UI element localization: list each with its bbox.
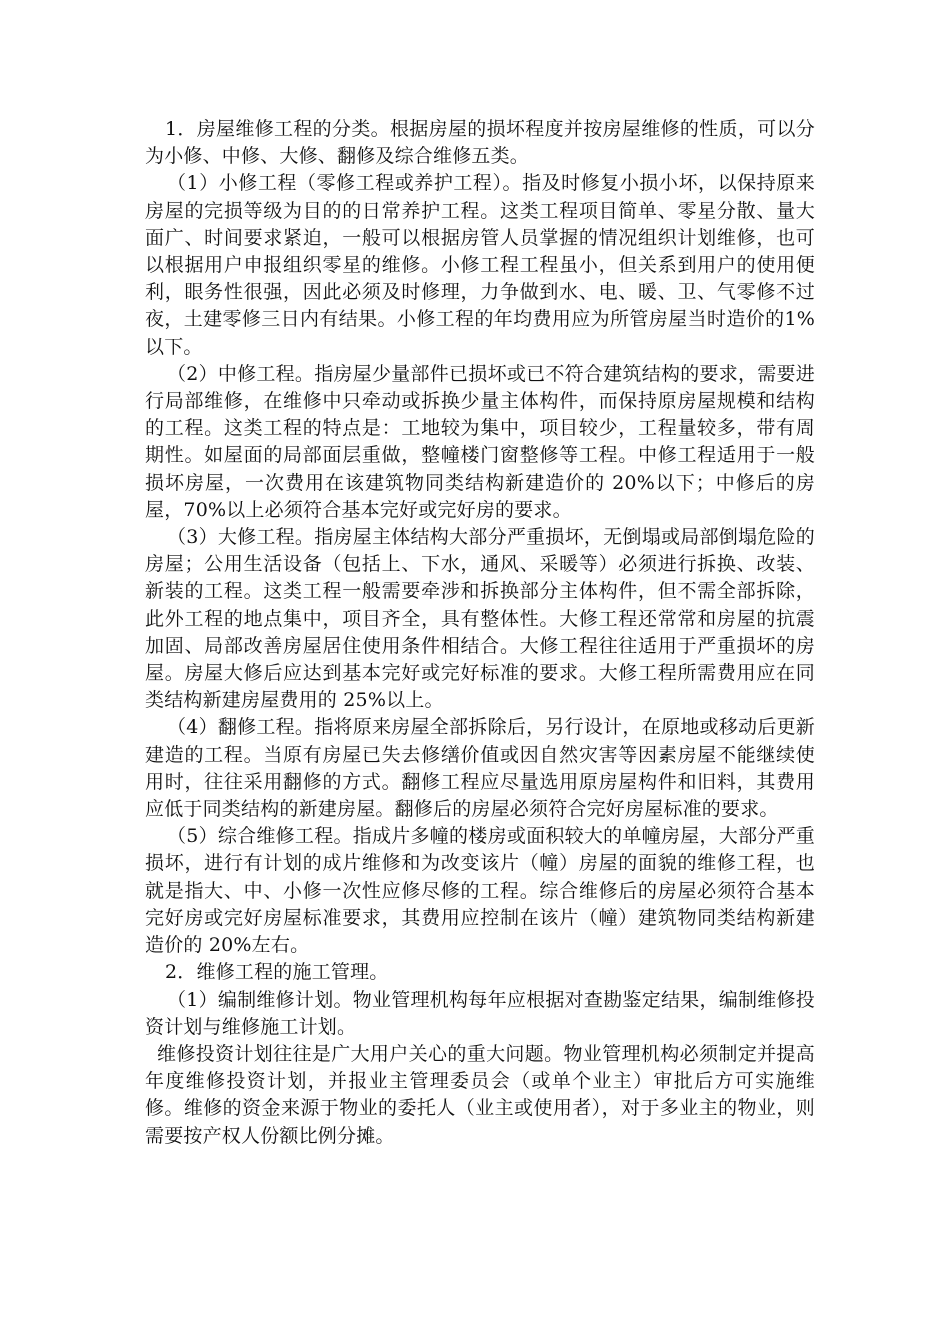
paragraph-comprehensive-repair: （5）综合维修工程。指成片多幢的楼房或面积较大的单幢房屋，大部分严重损坏，进行有计划的成片维修和为改变该片（幢）房屋的面貌的维修工程，也就是指大、中、小修一次性应修尽修的工程。综合维修后的房屋必须符合基本完好房或完好房屋标准要求，其费用应控制在该片（幢）建筑物同类结构新建造价的 20%左右。: [145, 825, 815, 957]
paragraph-medium-repair: （2）中修工程。指房屋少量部件已损坏或已不符合建筑结构的要求，需要进行局部维修，在维修中只牵动或拆换少量主体构件，而保持原房屋规模和结构的工程。这类工程的特点是：工地较为集中，项目较少，工程量较多，带有周期性。如屋面的局部面层重做，整幢楼门窗整修等工程。中修工程适用于一般损坏房屋，一次费用在该建筑物同类结构新建造价的 20%以下；中修后的房屋，70%以上必须符合基本完好或完好房的要求。: [145, 362, 815, 521]
paragraph-maintenance-plan: （1）编制维修计划。物业管理机构每年应根据对查勘鉴定结果，编制维修投资计划与维修施工计划。: [145, 988, 815, 1038]
paragraph-investment-plan: 维修投资计划往往是广大用户关心的重大问题。物业管理机构必须制定并提高年度维修投资计划，并报业主管理委员会（或单个业主）审批后方可实施维修。维修的资金来源于物业的委托人（业主或使用者），对于多业主的物业，则需要按产权人份额比例分摊。: [145, 1042, 815, 1147]
paragraph-classification: 1．房屋维修工程的分类。根据房屋的损坏程度并按房屋维修的性质，可以分为小修、中修、大修、翻修及综合维修五类。: [145, 118, 815, 168]
document-body: [145, 116, 815, 1150]
paragraph-construction-management: 2．维修工程的施工管理。: [165, 961, 389, 984]
paragraph-minor-repair: （1）小修工程（零修工程或养护工程）。指及时修复小损小坏，以保持原来房屋的完损等级为目的的日常养护工程。这类工程项目简单、零星分散、量大面广、时间要求紧迫，一般可以根据房管人员掌握的情况组织计划维修，也可以根据用户申报组织零星的维修。小修工程工程虽小，但关系到用户的使用便利，眼务性很强，因此必须及时修理，力争做到水、电、暖、卫、气零修不过夜，土建零修三日内有结果。小修工程的年均费用应为所管房屋当时造价的1%以下。: [145, 172, 815, 358]
paragraph-rebuild: （4）翻修工程。指将原来房屋全部拆除后，另行设计，在原地或移动后更新建造的工程。当原有房屋已失去修缮价值或因自然灾害等因素房屋不能继续使用时，往往采用翻修的方式。翻修工程应尽量选用原房屋构件和旧料，其费用应低于同类结构的新建房屋。翻修后的房屋必须符合完好房屋标准的要求。: [145, 716, 815, 821]
paragraph-major-repair: （3）大修工程。指房屋主体结构大部分严重损坏，无倒塌或局部倒塌危险的房屋；公用生活设备（包括上、下水，通风、采暖等）必须进行拆换、改装、新装的工程。这类工程一般需要牵涉和拆换部分主体构件，但不需全部拆除，此外工程的地点集中，项目齐全，具有整体性。大修工程还常常和房屋的抗震加固、局部改善房屋居住使用条件相结合。大修工程往往适用于严重损坏的房屋。房屋大修后应达到基本完好或完好标准的要求。大修工程所需费用应在同类结构新建房屋费用的 25%以上。: [145, 526, 815, 712]
